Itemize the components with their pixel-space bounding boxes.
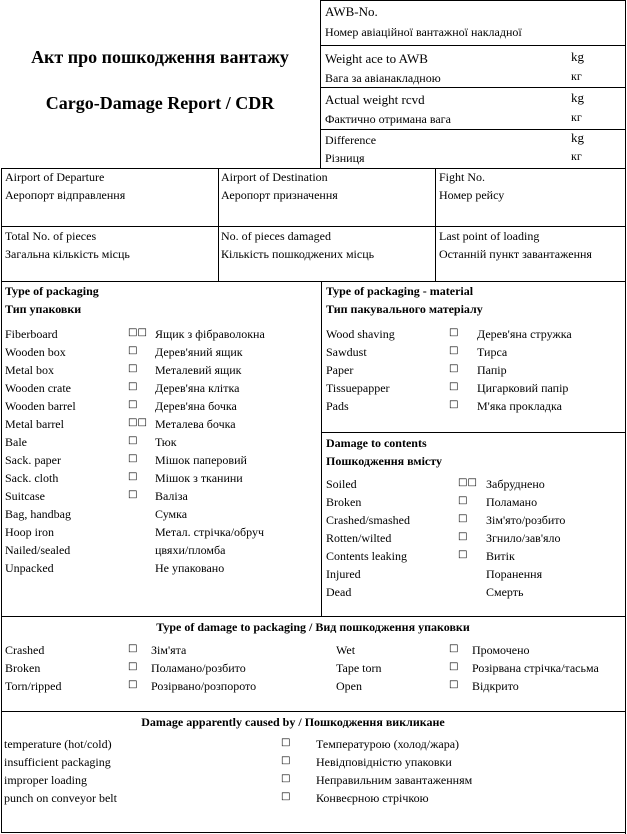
packaging-item-label: Suitcase (5, 489, 45, 503)
contents-item-label-uk: Поранення (486, 567, 543, 581)
packaging-item-label: Nailed/sealed (5, 543, 71, 557)
packaging-item-label: Hoop iron (5, 525, 54, 539)
packaging-item-label-uk: Дерев'яна клітка (155, 381, 240, 395)
material-item-label: Wood shaving (326, 327, 395, 341)
material-item-checkbox[interactable]: □ (449, 399, 459, 410)
contents-item-label-uk: Витік (486, 549, 515, 563)
material-item-label-uk: Тирса (477, 345, 508, 359)
material-item-checkbox[interactable]: □ (449, 345, 459, 356)
departure-label-uk: Аеропорт відправлення (5, 188, 126, 202)
packaging-item-label-uk: Не упаковано (155, 561, 225, 575)
cause-item-label: improper loading (4, 773, 87, 787)
actual-weight-label-uk: Фактично отримана вага (325, 112, 451, 126)
packaging-item-label-uk: Металева бочка (155, 417, 236, 431)
difference-label: Difference (325, 133, 377, 147)
difference-unit: kg (571, 130, 584, 145)
contents-item-label: Broken (326, 495, 362, 509)
packaging-item-label: Wooden barrel (5, 399, 76, 413)
contents-item-label: Contents leaking (326, 549, 407, 563)
packaging-item-label-uk: Дерев'яний ящик (155, 345, 243, 359)
pieces-damaged-label: No. of pieces damaged (221, 229, 331, 243)
packaging-item-label: Unpacked (5, 561, 54, 575)
cause-item-label-uk: Конвеєрною стрічкою (316, 791, 429, 805)
cause-item-checkbox[interactable]: □ (281, 737, 291, 748)
material-heading-uk: Тип пакувального матеріалу (326, 302, 483, 316)
packaging-item-label: Fiberboard (5, 327, 58, 341)
total-pieces-label-uk: Загальна кількість місць (5, 247, 130, 261)
packaging-item-label: Wooden box (5, 345, 66, 359)
damage-packaging-item-label-uk: Розірвана стрічка/тасьма (472, 661, 599, 675)
cause-item-checkbox[interactable]: □ (281, 773, 291, 784)
flight-label: Fight No. (439, 170, 486, 184)
packaging-item-checkbox[interactable]: □□ (128, 417, 147, 428)
material-item-checkbox[interactable]: □ (449, 363, 459, 374)
contents-heading: Damage to contents (326, 436, 427, 450)
packaging-item-label-uk: Мішок паперовий (155, 453, 247, 467)
packaging-item-label: Bag, handbag (5, 507, 71, 521)
packaging-item-label-uk: Метал. стрічка/обруч (155, 525, 265, 539)
contents-item-label: Dead (326, 585, 352, 599)
cause-item-label-uk: Невідповідністю упаковки (316, 755, 452, 769)
damage-packaging-item-checkbox[interactable]: □ (128, 661, 138, 672)
packaging-item-label: Sack. paper (5, 453, 61, 467)
packaging-item-label-uk: Дерев'яна бочка (155, 399, 237, 413)
awb-label-uk: Номер авіаційної вантажної накладної (325, 25, 522, 39)
packaging-item-label-uk: Тюк (155, 435, 177, 449)
packaging-item-label-uk: Мішок з тканини (155, 471, 243, 485)
total-pieces-label: Total No. of pieces (5, 229, 97, 243)
last-point-label: Last point of loading (439, 229, 540, 243)
cause-item-label-uk: Температурою (холод/жара) (316, 737, 460, 751)
material-item-label-uk: М'яка прокладка (477, 399, 562, 413)
contents-item-checkbox[interactable]: □ (458, 531, 468, 542)
difference-unit-uk: кг (571, 149, 582, 163)
damage-packaging-item-label-uk: Поламано/розбито (151, 661, 246, 675)
contents-item-label: Crashed/smashed (326, 513, 410, 527)
packaging-item-checkbox[interactable]: □ (128, 345, 138, 356)
material-item-label: Pads (326, 399, 349, 413)
packaging-item-label-uk: Металевий ящик (155, 363, 242, 377)
material-item-label-uk: Цигарковий папір (477, 381, 569, 395)
cause-heading: Damage apparently caused by / Пошкодження викликане (141, 715, 445, 729)
packaging-item-label-uk: цвяхи/пломба (155, 543, 226, 557)
packaging-item-checkbox[interactable]: □ (128, 363, 138, 374)
material-item-label-uk: Папір (477, 363, 507, 377)
packaging-item-checkbox[interactable]: □ (128, 381, 138, 392)
title-ukrainian: Акт про пошкодження вантажу (31, 47, 289, 67)
weight-awb-label-uk: Вага за авіанакладною (325, 71, 441, 85)
weight-awb-unit-uk: кг (571, 69, 582, 83)
packaging-item-checkbox[interactable]: □□ (128, 327, 147, 338)
damage-packaging-item-label-uk: Промочено (472, 643, 530, 657)
material-item-label: Sawdust (326, 345, 367, 359)
damage-packaging-item-label-uk: Зім'ята (151, 643, 187, 657)
actual-weight-unit-uk: кг (571, 110, 582, 124)
contents-item-label: Rotten/wilted (326, 531, 392, 545)
material-item-checkbox[interactable]: □ (449, 381, 459, 392)
material-item-label-uk: Дерев'яна стружка (477, 327, 572, 341)
contents-item-label-uk: Згнило/зав'яло (486, 531, 561, 545)
destination-label-uk: Аеропорт призначення (221, 188, 338, 202)
material-item-label: Paper (326, 363, 354, 377)
packaging-item-checkbox[interactable]: □ (128, 435, 138, 446)
packaging-item-checkbox[interactable]: □ (128, 453, 138, 464)
packaging-item-label-uk: Валіза (155, 489, 188, 503)
weight-awb-unit: kg (571, 49, 584, 64)
contents-item-checkbox[interactable]: □ (458, 513, 468, 524)
damage-packaging-item-label: Torn/ripped (5, 679, 62, 693)
destination-label: Airport of Destination (221, 170, 328, 184)
material-item-checkbox[interactable]: □ (449, 327, 459, 338)
actual-weight-label: Actual weight rcvd (325, 92, 425, 107)
title-english: Cargo-Damage Report / CDR (45, 93, 275, 113)
contents-item-checkbox[interactable]: □ (458, 495, 468, 506)
packaging-item-label-uk: Ящик з фібраволокна (155, 327, 265, 341)
contents-item-checkbox[interactable]: □ (458, 549, 468, 560)
packaging-item-checkbox[interactable]: □ (128, 489, 138, 500)
flight-label-uk: Номер рейсу (439, 188, 505, 202)
material-heading: Type of packaging - material (326, 284, 474, 298)
contents-item-label-uk: Смерть (486, 585, 524, 599)
damage-packaging-item-checkbox[interactable]: □ (128, 679, 138, 690)
damage-packaging-item-label-uk: Відкрито (472, 679, 519, 693)
damage-packaging-item-label: Broken (5, 661, 41, 675)
damage-packaging-item-label: Open (336, 679, 362, 693)
damage-packaging-item-label: Tape torn (336, 661, 382, 675)
contents-item-label: Soiled (326, 477, 357, 491)
packaging-item-label: Metal box (5, 363, 54, 377)
damage-packaging-item-label-uk: Розірвано/розпорото (151, 679, 257, 693)
departure-label: Airport of Departure (5, 170, 105, 184)
actual-weight-unit: kg (571, 90, 584, 105)
packaging-item-checkbox[interactable]: □ (128, 399, 138, 410)
packaging-heading: Type of packaging (5, 284, 99, 298)
packaging-item-label: Metal barrel (5, 417, 64, 431)
damage-packaging-item-checkbox[interactable]: □ (449, 679, 459, 690)
contents-item-label-uk: Поламано (486, 495, 538, 509)
contents-item-label-uk: Забруднено (486, 477, 545, 491)
awb-label: AWB-No. (325, 4, 378, 19)
cause-item-label-uk: Неправильним завантаженням (316, 773, 473, 787)
pieces-damaged-label-uk: Кількість пошкоджених місць (221, 247, 375, 261)
cause-item-checkbox[interactable]: □ (281, 791, 291, 802)
packaging-item-label-uk: Сумка (155, 507, 188, 521)
difference-label-uk: Різниця (325, 151, 365, 165)
damage-packaging-item-label: Wet (336, 643, 356, 657)
cause-item-checkbox[interactable]: □ (281, 755, 291, 766)
damage-packaging-item-label: Crashed (5, 643, 45, 657)
damage-packaging-item-checkbox[interactable]: □ (449, 643, 459, 654)
contents-heading-uk: Пошкодження вмісту (326, 454, 442, 468)
damage-packaging-item-checkbox[interactable]: □ (128, 643, 138, 654)
damage-packaging-item-checkbox[interactable]: □ (449, 661, 459, 672)
contents-item-label: Injured (326, 567, 361, 581)
last-point-label-uk: Останній пункт завантаження (439, 247, 592, 261)
contents-item-checkbox[interactable]: □□ (458, 477, 477, 488)
material-item-label: Tissuepapper (326, 381, 390, 395)
cause-item-label: temperature (hot/cold) (4, 737, 112, 751)
packaging-item-label: Wooden crate (5, 381, 71, 395)
packaging-heading-uk: Тип упаковки (5, 302, 82, 316)
cause-item-label: insufficient packaging (4, 755, 111, 769)
packaging-item-checkbox[interactable]: □ (128, 471, 138, 482)
contents-item-label-uk: Зім'ято/розбито (486, 513, 566, 527)
packaging-item-label: Sack. cloth (5, 471, 59, 485)
damage-packaging-heading: Type of damage to packaging / Вид пошкодження упаковки (156, 620, 470, 634)
cause-item-label: punch on conveyor belt (4, 791, 117, 805)
weight-awb-label: Weight ace to AWB (325, 51, 428, 66)
packaging-item-label: Bale (5, 435, 27, 449)
